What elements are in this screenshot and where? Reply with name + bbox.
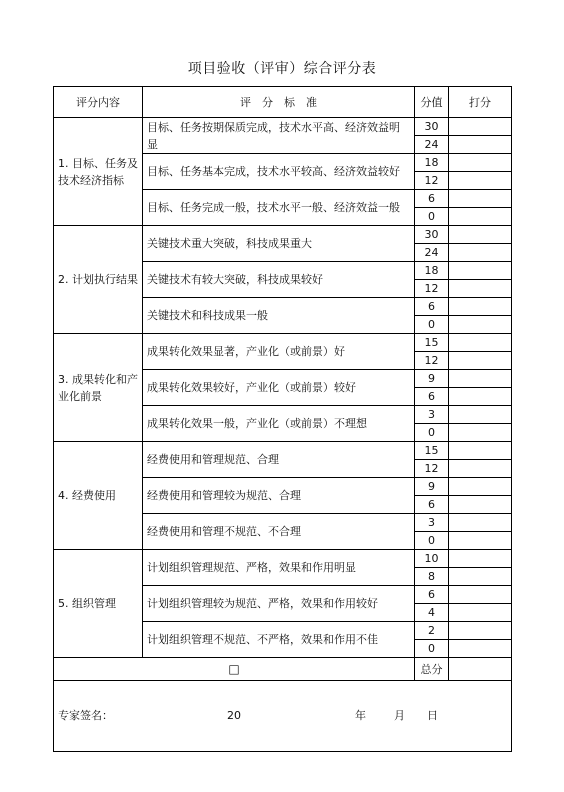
grade-cell[interactable] [449, 424, 512, 442]
score-value: 6 [415, 496, 449, 514]
grade-cell[interactable] [449, 478, 512, 496]
score-value: 24 [415, 136, 449, 154]
grade-cell[interactable] [449, 154, 512, 172]
grade-cell[interactable] [449, 334, 512, 352]
signature-year: 年 [355, 709, 366, 722]
score-value: 30 [415, 118, 449, 136]
score-value: 0 [415, 208, 449, 226]
grade-cell[interactable] [449, 298, 512, 316]
table-row [54, 118, 512, 136]
score-value: 0 [415, 424, 449, 442]
grade-cell[interactable] [449, 280, 512, 298]
score-value: 2 [415, 622, 449, 640]
score-value: 0 [415, 316, 449, 334]
score-value: 8 [415, 568, 449, 586]
score-value: 6 [415, 298, 449, 316]
grade-cell[interactable] [449, 640, 512, 658]
table-row [54, 442, 512, 460]
signature-row [54, 681, 512, 752]
grade-cell[interactable] [449, 586, 512, 604]
score-value: 4 [415, 604, 449, 622]
score-value: 10 [415, 550, 449, 568]
table-row [54, 550, 512, 568]
score-value: 0 [415, 532, 449, 550]
grade-cell[interactable] [449, 352, 512, 370]
total-checkbox[interactable]: □ [54, 658, 415, 681]
score-value: 3 [415, 514, 449, 532]
criterion-cell: 计划组织管理较为规范、严格，效果和作用较好 [143, 586, 415, 622]
criterion-cell: 关键技术重大突破，科技成果重大 [143, 226, 415, 262]
criterion-cell: 目标、任务基本完成，技术水平较高、经济效益较好 [143, 154, 415, 190]
grade-cell[interactable] [449, 388, 512, 406]
table-row [54, 334, 512, 352]
score-value: 0 [415, 640, 449, 658]
criterion-cell: 成果转化效果较好，产业化（或前景）较好 [143, 370, 415, 406]
grade-cell[interactable] [449, 226, 512, 244]
grade-cell[interactable] [449, 370, 512, 388]
signature-month: 月 [394, 709, 405, 722]
score-table [53, 86, 512, 752]
score-value: 18 [415, 262, 449, 280]
score-value: 9 [415, 478, 449, 496]
grade-cell[interactable] [449, 262, 512, 280]
total-score-cell[interactable] [449, 658, 512, 681]
grade-cell[interactable] [449, 568, 512, 586]
header-score: 分值 [415, 87, 449, 118]
grade-cell[interactable] [449, 532, 512, 550]
table-row [54, 226, 512, 244]
header-grade: 打分 [449, 87, 512, 118]
criterion-cell: 计划组织管理不规范、不严格，效果和作用不佳 [143, 622, 415, 658]
signature-label: 专家签名： [58, 709, 113, 722]
signature-year-prefix: 20 [227, 709, 241, 722]
score-value: 12 [415, 280, 449, 298]
header-content: 评分内容 [54, 87, 143, 118]
score-value: 15 [415, 442, 449, 460]
score-value: 12 [415, 352, 449, 370]
header-criteria: 评 分 标 准 [143, 87, 415, 118]
grade-cell[interactable] [449, 136, 512, 154]
page-title: 项目验收（评审）综合评分表 [187, 61, 377, 77]
score-value: 3 [415, 406, 449, 424]
criterion-cell: 目标、任务完成一般，技术水平一般、经济效益一般 [143, 190, 415, 226]
grade-cell[interactable] [449, 244, 512, 262]
signature-day: 日 [427, 709, 438, 722]
grade-cell[interactable] [449, 316, 512, 334]
grade-cell[interactable] [449, 550, 512, 568]
score-value: 6 [415, 388, 449, 406]
grade-cell[interactable] [449, 406, 512, 424]
category-cell: 1. 目标、任务及技术经济指标 [54, 118, 143, 226]
criterion-cell: 成果转化效果一般，产业化（或前景）不理想 [143, 406, 415, 442]
score-value: 12 [415, 172, 449, 190]
grade-cell[interactable] [449, 208, 512, 226]
criterion-cell: 关键技术有较大突破，科技成果较好 [143, 262, 415, 298]
total-row [54, 658, 512, 681]
grade-cell[interactable] [449, 118, 512, 136]
category-cell: 4. 经费使用 [54, 442, 143, 550]
criterion-cell: 关键技术和科技成果一般 [143, 298, 415, 334]
grade-cell[interactable] [449, 622, 512, 640]
grade-cell[interactable] [449, 190, 512, 208]
table-header-row [54, 87, 512, 118]
grade-cell[interactable] [449, 514, 512, 532]
score-value: 15 [415, 334, 449, 352]
signature-cell[interactable] [54, 681, 512, 752]
grade-cell[interactable] [449, 442, 512, 460]
score-value: 30 [415, 226, 449, 244]
grade-cell[interactable] [449, 172, 512, 190]
criterion-cell: 目标、任务按期保质完成，技术水平高、经济效益明显 [143, 118, 415, 154]
score-value: 24 [415, 244, 449, 262]
category-cell: 3. 成果转化和产业化前景 [54, 334, 143, 442]
total-label: 总分 [415, 658, 449, 681]
score-value: 6 [415, 190, 449, 208]
grade-cell[interactable] [449, 460, 512, 478]
criterion-cell: 计划组织管理规范、严格，效果和作用明显 [143, 550, 415, 586]
grade-cell[interactable] [449, 604, 512, 622]
criterion-cell: 经费使用和管理较为规范、合理 [143, 478, 415, 514]
score-value: 9 [415, 370, 449, 388]
score-value: 6 [415, 586, 449, 604]
category-cell: 5. 组织管理 [54, 550, 143, 658]
score-value: 12 [415, 460, 449, 478]
score-value: 18 [415, 154, 449, 172]
category-cell: 2. 计划执行结果 [54, 226, 143, 334]
criterion-cell: 经费使用和管理不规范、不合理 [143, 514, 415, 550]
criterion-cell: 成果转化效果显著，产业化（或前景）好 [143, 334, 415, 370]
criterion-cell: 经费使用和管理规范、合理 [143, 442, 415, 478]
grade-cell[interactable] [449, 496, 512, 514]
